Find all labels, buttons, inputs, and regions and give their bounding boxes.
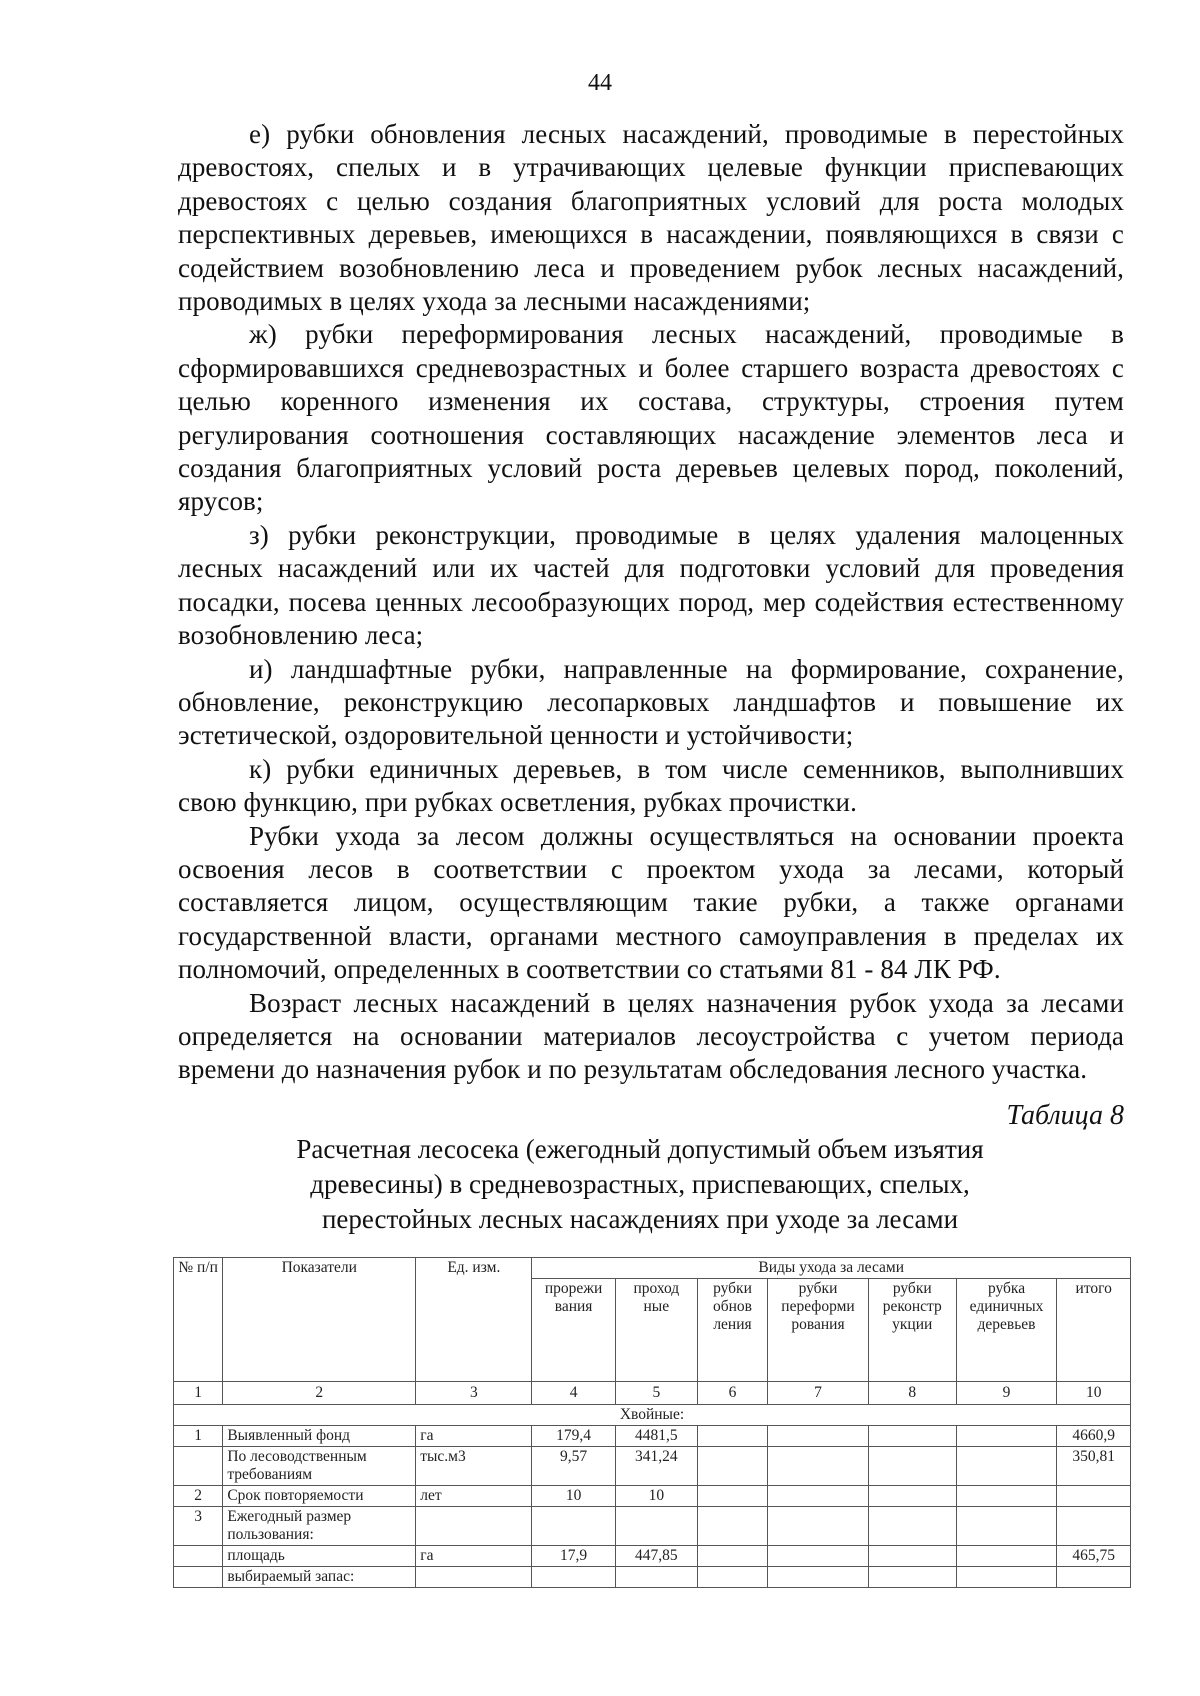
header-col-8: рубки реконстр укции xyxy=(868,1279,956,1382)
table-cell xyxy=(868,1426,956,1447)
table-cell xyxy=(532,1507,615,1546)
table-cell xyxy=(615,1507,697,1546)
table-cell xyxy=(697,1567,767,1588)
col-number: 3 xyxy=(416,1382,532,1405)
table-cell: тыс.м3 xyxy=(416,1447,532,1486)
column-numbers-row xyxy=(174,1382,1131,1405)
table-cell: 2 xyxy=(174,1486,223,1507)
table-row xyxy=(174,1546,1131,1567)
table-cell xyxy=(768,1426,869,1447)
table-cell xyxy=(532,1567,615,1588)
table-row xyxy=(174,1486,1131,1507)
col-number: 1 xyxy=(174,1382,223,1405)
table-cell: 10 xyxy=(615,1486,697,1507)
table-cell xyxy=(1057,1567,1131,1588)
table-cell: 10 xyxy=(532,1486,615,1507)
table-cell xyxy=(956,1567,1057,1588)
table-cell: площадь xyxy=(223,1546,416,1567)
table-cell: 4660,9 xyxy=(1057,1426,1131,1447)
table-cell: 465,75 xyxy=(1057,1546,1131,1567)
table-cell xyxy=(697,1486,767,1507)
table-cell xyxy=(868,1567,956,1588)
col-number: 10 xyxy=(1057,1382,1131,1405)
table-cell: 4481,5 xyxy=(615,1426,697,1447)
table-row xyxy=(174,1567,1131,1588)
table-cell xyxy=(1057,1486,1131,1507)
header-col-10: итого xyxy=(1057,1279,1131,1382)
paragraph-e: е) рубки обновления лесных насаждений, проводимые в перестойных древостоях, спелых и в утрачивающих целевые функции приспевающих древостоях с целью создания благоприятных условий для роста молодых перспективных деревьев, имеющихся в насаждении, появляющихся в связи с содействием возобновлению леса и проведением рубок лесных насаждений, проводимых в целях ухода за лесными насаждениями; xyxy=(178,119,1124,317)
table-cell xyxy=(956,1486,1057,1507)
table-cell xyxy=(868,1507,956,1546)
paragraph-project: Рубки ухода за лесом должны осуществляться на основании проекта освоения лесов в соответствии с проектом ухода за лесами, который составляется лицом, осуществляющим такие рубки, а также органами государственной власти, органами местного самоуправления в пределах их полномочий, определенных в соответствии со статьями 81 - 84 ЛК РФ. xyxy=(178,820,1124,985)
table-cell: лет xyxy=(416,1486,532,1507)
col-number: 6 xyxy=(697,1382,767,1405)
col-number: 7 xyxy=(768,1382,869,1405)
body-text xyxy=(178,118,1124,1087)
table-header-row xyxy=(174,1258,1131,1279)
col-number: 8 xyxy=(868,1382,956,1405)
table-row xyxy=(174,1426,1131,1447)
paragraph-zh: ж) рубки переформирования лесных насаждений, проводимые в сформировавшихся средневозрастных и более старшего возраста древостоях с целью коренного изменения их состава, структуры, строения путем регулирования соотношения составляющих насаждение элементов леса и создания благоприятных условий роста деревьев целевых пород, поколений, ярусов; xyxy=(178,319,1124,517)
header-col-4: прорежи вания xyxy=(532,1279,615,1382)
table-cell xyxy=(956,1507,1057,1546)
section-row xyxy=(174,1405,1131,1426)
table-cell xyxy=(868,1447,956,1486)
table-cell: Срок повторяемости xyxy=(223,1486,416,1507)
header-col-7: рубки переформи рования xyxy=(768,1279,869,1382)
paragraph-age: Возраст лесных насаждений в целях назначения рубок ухода за лесами определяется на основании материалов лесоустройства с учетом периода времени до назначения рубок и по результатам обследования лесного участка. xyxy=(178,987,1124,1085)
table-cell: По лесоводственным требованиям xyxy=(223,1447,416,1486)
section-conifers: Хвойные: xyxy=(174,1405,1131,1426)
table-cell xyxy=(768,1507,869,1546)
table-cell: Ежегодный размер пользования: xyxy=(223,1507,416,1546)
col-number: 9 xyxy=(956,1382,1057,1405)
table-cell: 341,24 xyxy=(615,1447,697,1486)
table-cell xyxy=(416,1507,532,1546)
table-cell xyxy=(768,1486,869,1507)
table-cell xyxy=(956,1426,1057,1447)
table-cell xyxy=(1057,1507,1131,1546)
paragraph-i: и) ландшафтные рубки, направленные на формирование, сохранение, обновление, реконструкцию лесопарковых ландшафтов и повышение их эстетической, оздоровительной ценности и устойчивости; xyxy=(178,653,1124,751)
header-indicators: Показатели xyxy=(223,1258,416,1382)
table-cell xyxy=(768,1546,869,1567)
table-cell xyxy=(768,1447,869,1486)
col-number: 5 xyxy=(615,1382,697,1405)
table-cell: 350,81 xyxy=(1057,1447,1131,1486)
table-cell xyxy=(868,1546,956,1567)
table-cell: Выявленный фонд xyxy=(223,1426,416,1447)
table-cell: выбираемый запас: xyxy=(223,1567,416,1588)
table-cell xyxy=(768,1567,869,1588)
table-row xyxy=(174,1507,1131,1546)
header-unit: Ед. изм. xyxy=(416,1258,532,1382)
table-row xyxy=(174,1447,1131,1486)
header-col-6: рубки обнов ления xyxy=(697,1279,767,1382)
table-cell xyxy=(174,1546,223,1567)
table-cell: 447,85 xyxy=(615,1546,697,1567)
table-title: Расчетная лесосека (ежегодный допустимый объем изъятия древесины) в средневозрастных, приспевающих, спелых, перестойных лесных насаждениях при уходе за лесами xyxy=(296,1134,984,1234)
table-cell xyxy=(697,1507,767,1546)
cutting-area-table xyxy=(173,1257,1131,1588)
table-cell: га xyxy=(416,1426,532,1447)
table-cell: 179,4 xyxy=(532,1426,615,1447)
table-cell xyxy=(615,1567,697,1588)
table-cell: га xyxy=(416,1546,532,1567)
table-cell: 1 xyxy=(174,1426,223,1447)
paragraph-k: к) рубки единичных деревьев, в том числе семенников, выполнивших свою функцию, при рубках осветления, рубках прочистки. xyxy=(178,753,1124,818)
table-caption: Таблица 8 xyxy=(1006,1100,1124,1131)
page-number: 44 xyxy=(588,70,612,96)
table-cell xyxy=(956,1546,1057,1567)
table-cell xyxy=(697,1426,767,1447)
table-cell xyxy=(956,1447,1057,1486)
table-cell xyxy=(697,1546,767,1567)
table-cell: 9,57 xyxy=(532,1447,615,1486)
header-col-9: рубка единичных деревьев xyxy=(956,1279,1057,1382)
table-cell xyxy=(174,1447,223,1486)
col-number: 2 xyxy=(223,1382,416,1405)
header-care-types: Виды ухода за лесами xyxy=(532,1258,1131,1279)
table-cell xyxy=(416,1567,532,1588)
col-number: 4 xyxy=(532,1382,615,1405)
table-cell xyxy=(868,1486,956,1507)
table-cell xyxy=(174,1567,223,1588)
header-col-5: проход ные xyxy=(615,1279,697,1382)
table-cell xyxy=(697,1447,767,1486)
table-cell: 17,9 xyxy=(532,1546,615,1567)
header-num: № п/п xyxy=(174,1258,223,1382)
paragraph-z: з) рубки реконструкции, проводимые в целях удаления малоценных лесных насаждений или их частей для подготовки условий для проведения посадки, посева ценных лесообразующих пород, мер содействия естественному возобновлению леса; xyxy=(178,519,1124,651)
table-cell: 3 xyxy=(174,1507,223,1546)
